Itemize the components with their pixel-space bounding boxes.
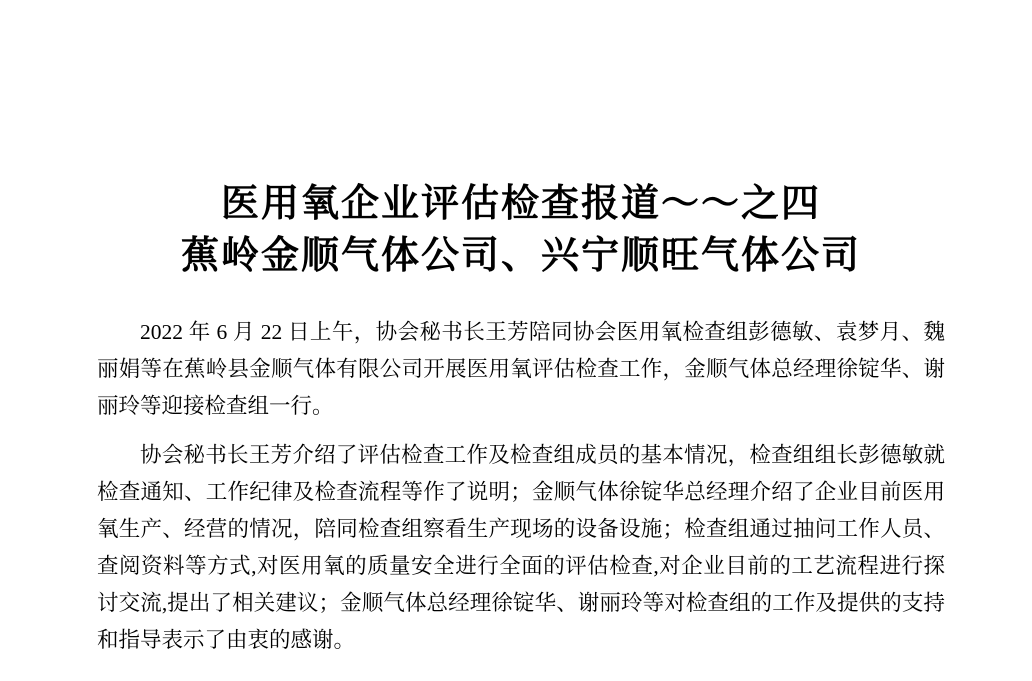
title-line-1: 医用氧企业评估检查报道～～之四 [220, 183, 821, 225]
paragraph-inspection-details: 协会秘书长王芳介绍了评估检查工作及检查组成员的基本情况，检查组组长彭德敏就检查通知、工作纪律及检查流程等作了说明；金顺气体徐锭华总经理介绍了企业目前医用氧生产、经营的情况，陪同检查组察看生产现场的设备设施；检查组通过抽问工作人员、查阅资料等方式,对医用氧的质量安全进行全面的评估检查,对企业目前的工艺流程进行探讨交流,提出了相关建议；金顺气体总经理徐锭华、谢丽玲等对检查组的工作及提供的支持和指导表示了由衷的感谢。 [97, 443, 945, 652]
document-body [97, 314, 945, 659]
paragraph-intro: 2022 年 6 月 22 日上午，协会秘书长王芳陪同协会医用氧检查组彭德敏、袁梦月、魏丽娟等在蕉岭县金顺气体有限公司开展医用氧评估检查工作，金顺气体总经理徐锭华、谢丽玲等迎接检查组一行。 [97, 320, 945, 418]
document-title [97, 0, 945, 282]
title-line-2: 蕉岭金顺气体公司、兴宁顺旺气体公司 [180, 235, 861, 277]
